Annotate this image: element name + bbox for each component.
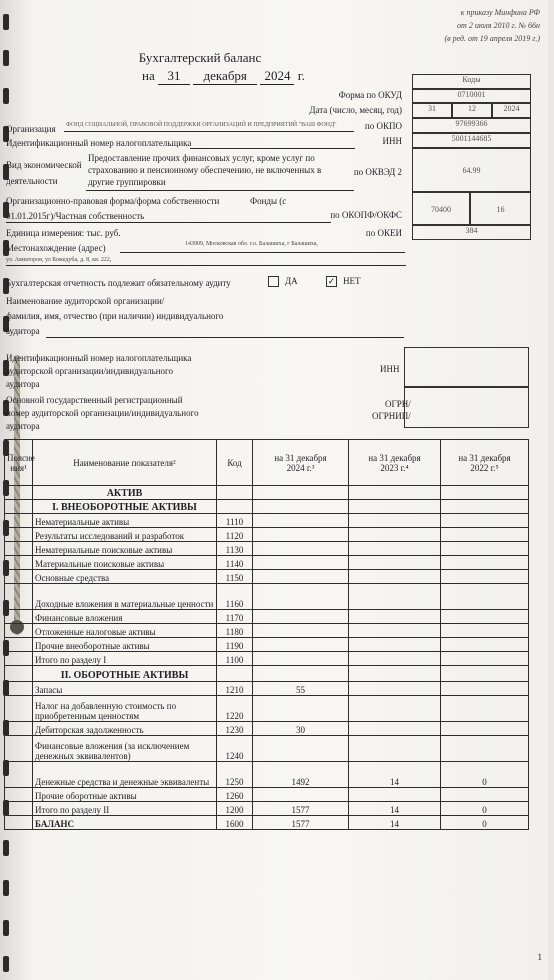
row-name: Нематериальные активы bbox=[33, 514, 217, 528]
row-code: 1180 bbox=[217, 624, 253, 638]
date-label: Дата (число, месяц, год) bbox=[309, 105, 402, 115]
date-month-code: 12 bbox=[452, 103, 492, 118]
value-2024 bbox=[253, 556, 349, 570]
value-2022 bbox=[441, 736, 529, 762]
value-2023: 14 bbox=[349, 816, 441, 830]
date-year-code: 2024 bbox=[492, 103, 531, 118]
value-2022 bbox=[441, 542, 529, 556]
value-2022 bbox=[441, 696, 529, 722]
okfs-value: 16 bbox=[470, 192, 531, 225]
value-2024: 1577 bbox=[253, 816, 349, 830]
audit-no-option[interactable] bbox=[326, 276, 361, 287]
assets-title-row bbox=[5, 486, 529, 500]
row-code: 1600 bbox=[217, 816, 253, 830]
value-2024: 55 bbox=[253, 682, 349, 696]
row-name: Итого по разделу I bbox=[33, 652, 217, 666]
table-row bbox=[5, 542, 529, 556]
okei-label: по ОКЕИ bbox=[365, 228, 402, 238]
auditor-ogrn-box[interactable] bbox=[404, 387, 529, 428]
note-cell bbox=[5, 624, 33, 638]
activity-value-line3: другие группировки bbox=[88, 177, 166, 187]
row-name: Запасы bbox=[33, 682, 217, 696]
table-row bbox=[5, 722, 529, 736]
value-2022 bbox=[441, 514, 529, 528]
value-2023 bbox=[349, 682, 441, 696]
auditor-inn-label-3: аудитора bbox=[6, 379, 40, 389]
note-cell bbox=[5, 652, 33, 666]
address-value-1: 143909, Московская обл. г.о. Балашиха, г Балашиха, bbox=[185, 241, 318, 247]
codes-header: Коды bbox=[412, 74, 531, 89]
value-2023 bbox=[349, 528, 441, 542]
value-2022 bbox=[441, 556, 529, 570]
note-cell bbox=[5, 514, 33, 528]
row-name: Финансовые вложения (за исключением денежных эквивалентов) bbox=[33, 736, 217, 762]
inn-label: ИНН bbox=[382, 136, 402, 146]
value-2023 bbox=[349, 610, 441, 624]
value-2024 bbox=[253, 610, 349, 624]
table-header-row bbox=[5, 440, 529, 486]
table-row bbox=[5, 762, 529, 788]
value-2024 bbox=[253, 736, 349, 762]
audit-yes-label: ДА bbox=[285, 276, 298, 286]
row-code: 1200 bbox=[217, 802, 253, 816]
inn-value: 5001144685 bbox=[412, 133, 531, 148]
table-row bbox=[5, 556, 529, 570]
value-2022 bbox=[441, 652, 529, 666]
col-2023-header-1: на 31 декабря bbox=[368, 452, 421, 463]
okud-value: 0710001 bbox=[412, 89, 531, 103]
section2-title: II. ОБОРОТНЫЕ АКТИВЫ bbox=[33, 666, 217, 682]
value-2024 bbox=[253, 652, 349, 666]
row-code: 1250 bbox=[217, 762, 253, 788]
row-name: Доходные вложения в материальные ценности bbox=[33, 584, 217, 610]
value-2022: 0 bbox=[441, 802, 529, 816]
row-name: Основные средства bbox=[33, 570, 217, 584]
date-day: 31 bbox=[158, 68, 190, 85]
note-cell bbox=[5, 722, 33, 736]
row-name: Налог на добавленную стоимость по приобретенным ценностям bbox=[33, 696, 217, 722]
okei-value: 384 bbox=[412, 225, 531, 240]
note-cell bbox=[5, 696, 33, 722]
note-cell bbox=[5, 584, 33, 610]
section1-title: I. ВНЕОБОРОТНЫЕ АКТИВЫ bbox=[33, 500, 217, 514]
date-year: 2024 bbox=[260, 68, 294, 85]
value-2022: 0 bbox=[441, 762, 529, 788]
value-2022 bbox=[441, 722, 529, 736]
value-2024: 1492 bbox=[253, 762, 349, 788]
audit-question: Бухгалтерская отчетность подлежит обязательному аудиту bbox=[6, 278, 231, 288]
audit-no-checkbox[interactable]: ✓ bbox=[327, 276, 336, 287]
value-2023 bbox=[349, 652, 441, 666]
auditor-ogrn-label-1: Основной государственный регистрационный bbox=[6, 395, 183, 405]
note-cell bbox=[5, 816, 33, 830]
org-label: Организация bbox=[6, 124, 56, 134]
auditor-ogrn-short-1: ОГРН/ bbox=[385, 399, 411, 409]
auditor-inn-short: ИНН bbox=[380, 364, 400, 374]
activity-label-2: деятельности bbox=[6, 176, 58, 186]
date-day-code: 31 bbox=[412, 103, 452, 118]
table-row bbox=[5, 682, 529, 696]
document-title: Бухгалтерский баланс bbox=[138, 50, 262, 65]
note-cell bbox=[5, 570, 33, 584]
legal-form-label-1: Организационно-правовая форма/форма собственности bbox=[6, 196, 220, 206]
row-name: Материальные поисковые активы bbox=[33, 556, 217, 570]
row-code: 1130 bbox=[217, 542, 253, 556]
okud-label: Форма по ОКУД bbox=[338, 90, 402, 100]
note-cell bbox=[5, 736, 33, 762]
address-value-2: ул. Авиаторов, ул Кожедуба, д. 8, кв. 222, bbox=[6, 257, 112, 263]
auditor-ogrn-label-3: аудитора bbox=[6, 421, 40, 431]
date-prefix: на bbox=[142, 68, 155, 83]
auditor-name-label-1: Наименование аудиторской организации/ bbox=[6, 296, 165, 306]
row-name: Отложенные налоговые активы bbox=[33, 624, 217, 638]
auditor-name-label-2: фамилия, имя, отчество (при наличии) индивидуального bbox=[6, 311, 224, 321]
value-2023 bbox=[349, 624, 441, 638]
value-2022 bbox=[441, 638, 529, 652]
table-row bbox=[5, 696, 529, 722]
table-row bbox=[5, 802, 529, 816]
note-cell bbox=[5, 610, 33, 624]
table-row bbox=[5, 584, 529, 610]
address-label: Местонахождение (адрес) bbox=[6, 243, 106, 253]
unit-label: Единица измерения: тыс. руб. bbox=[6, 228, 121, 238]
value-2023 bbox=[349, 696, 441, 722]
row-code: 1260 bbox=[217, 788, 253, 802]
value-2024: 30 bbox=[253, 722, 349, 736]
value-2023: 14 bbox=[349, 762, 441, 788]
auditor-inn-label-2: аудиторской организации/индивидуального bbox=[6, 366, 173, 376]
audit-yes-checkbox[interactable] bbox=[268, 276, 279, 287]
value-2024 bbox=[253, 584, 349, 610]
row-code: 1170 bbox=[217, 610, 253, 624]
value-2022 bbox=[441, 624, 529, 638]
okpo-label: по ОКПО bbox=[364, 121, 402, 131]
value-2023 bbox=[349, 556, 441, 570]
value-2023 bbox=[349, 788, 441, 802]
okved-value: 64.99 bbox=[412, 148, 531, 192]
value-2024 bbox=[253, 788, 349, 802]
value-2022 bbox=[441, 682, 529, 696]
report-date-line bbox=[142, 68, 305, 85]
balance-table bbox=[4, 439, 529, 830]
value-2024 bbox=[253, 638, 349, 652]
col-2022-header-2: 2022 г.⁵ bbox=[470, 462, 499, 473]
table-row bbox=[5, 624, 529, 638]
okopf-label: по ОКОПФ/ОКФС bbox=[330, 210, 402, 220]
col-2024-header-2: 2024 г.³ bbox=[286, 462, 315, 473]
note-cell bbox=[5, 802, 33, 816]
org-name: ФОНД СОЦИАЛЬНОЙ, ПРАВОВОЙ ПОДДЕРЖКИ ОРГАНИЗАЦИЙ И ПРЕДПРИЯТИЙ "ВАШ ФОНД" bbox=[66, 122, 337, 128]
value-2024 bbox=[253, 514, 349, 528]
value-2024: 1577 bbox=[253, 802, 349, 816]
col-note-header-2: ния¹ bbox=[10, 462, 27, 473]
value-2024 bbox=[253, 696, 349, 722]
row-code: 1190 bbox=[217, 638, 253, 652]
okved-label: по ОКВЭД 2 bbox=[353, 167, 402, 177]
table-row bbox=[5, 652, 529, 666]
row-code: 1160 bbox=[217, 584, 253, 610]
activity-value-line1: Предоставление прочих финансовых услуг, кроме услуг по bbox=[88, 153, 315, 163]
value-2022 bbox=[441, 584, 529, 610]
page-number: 1 bbox=[537, 952, 542, 962]
row-code: 1110 bbox=[217, 514, 253, 528]
row-code: 1230 bbox=[217, 722, 253, 736]
auditor-ogrn-label bbox=[6, 394, 199, 433]
row-name: Итого по разделу II bbox=[33, 802, 217, 816]
audit-yes-option[interactable] bbox=[268, 276, 298, 287]
value-2024 bbox=[253, 528, 349, 542]
col-2024-header bbox=[253, 440, 349, 486]
row-code: 1220 bbox=[217, 696, 253, 722]
value-2022 bbox=[441, 788, 529, 802]
row-name: Нематериальные поисковые активы bbox=[33, 542, 217, 556]
inn-line-label: Идентификационный номер налогоплательщика bbox=[6, 138, 192, 148]
date-suffix: г. bbox=[297, 68, 305, 83]
col-2022-header-1: на 31 декабря bbox=[458, 452, 511, 463]
note-cell bbox=[5, 528, 33, 542]
value-2023 bbox=[349, 722, 441, 736]
value-2023 bbox=[349, 514, 441, 528]
row-code: 1140 bbox=[217, 556, 253, 570]
row-name: Дебиторская задолженность bbox=[33, 722, 217, 736]
table-row bbox=[5, 788, 529, 802]
value-2023: 14 bbox=[349, 802, 441, 816]
auditor-inn-label bbox=[6, 352, 191, 391]
regulation-note-line3: (в ред. от 19 апреля 2019 г.) bbox=[444, 34, 540, 43]
auditor-ogrn-short-2: ОГРНИП/ bbox=[372, 411, 411, 421]
auditor-inn-box[interactable] bbox=[404, 347, 529, 387]
assets-title: АКТИВ bbox=[33, 486, 217, 500]
section1-title-row bbox=[5, 500, 529, 514]
value-2023 bbox=[349, 736, 441, 762]
auditor-name-label-3: аудитора bbox=[6, 326, 40, 336]
auditor-inn-label-1: Идентификационный номер налогоплательщика bbox=[6, 353, 192, 363]
value-2024 bbox=[253, 570, 349, 584]
activity-value bbox=[88, 152, 321, 188]
col-name-header: Наименование показателя² bbox=[33, 440, 217, 486]
value-2022 bbox=[441, 528, 529, 542]
value-2023 bbox=[349, 570, 441, 584]
col-2023-header-2: 2023 г.⁴ bbox=[380, 462, 409, 473]
row-code: 1150 bbox=[217, 570, 253, 584]
col-note-header-1: Поясне bbox=[7, 452, 35, 463]
row-name: БАЛАНС bbox=[33, 816, 217, 830]
col-2024-header-1: на 31 декабря bbox=[274, 452, 327, 463]
value-2023 bbox=[349, 584, 441, 610]
note-cell bbox=[5, 556, 33, 570]
note-cell bbox=[5, 542, 33, 556]
table-row bbox=[5, 638, 529, 652]
row-code: 1120 bbox=[217, 528, 253, 542]
activity-value-line2: страхованию и пенсионному обеспечению, не включенных в bbox=[88, 165, 322, 175]
table-row bbox=[5, 816, 529, 830]
row-name: Результаты исследований и разработок bbox=[33, 528, 217, 542]
legal-form-label-2: 01.01.2015г)/Частная собственность bbox=[6, 211, 145, 221]
note-cell bbox=[5, 762, 33, 788]
row-name: Денежные средства и денежные эквиваленты bbox=[33, 762, 217, 788]
table-row bbox=[5, 514, 529, 528]
table-row bbox=[5, 736, 529, 762]
regulation-note-line2: от 2 июля 2010 г. № 66н bbox=[457, 21, 540, 30]
value-2023 bbox=[349, 542, 441, 556]
col-2023-header bbox=[349, 440, 441, 486]
col-code-header: Код bbox=[217, 440, 253, 486]
row-code: 1100 bbox=[217, 652, 253, 666]
table-row bbox=[5, 528, 529, 542]
auditor-ogrn-label-2: номер аудиторской организации/индивидуального bbox=[6, 408, 199, 418]
regulation-note bbox=[444, 6, 540, 45]
row-name: Финансовые вложения bbox=[33, 610, 217, 624]
value-2024 bbox=[253, 542, 349, 556]
auditor-name-label bbox=[6, 294, 223, 339]
note-cell bbox=[5, 638, 33, 652]
date-month: декабря bbox=[193, 68, 257, 85]
legal-form-value: Фонды (с bbox=[250, 196, 287, 206]
okpo-value: 97699366 bbox=[412, 118, 531, 133]
section2-title-row bbox=[5, 666, 529, 682]
note-cell bbox=[5, 788, 33, 802]
value-2022: 0 bbox=[441, 816, 529, 830]
regulation-note-line1: к приказу Минфина РФ bbox=[460, 8, 540, 17]
table-row bbox=[5, 610, 529, 624]
okopf-value: 70400 bbox=[412, 192, 470, 225]
note-cell bbox=[5, 682, 33, 696]
audit-no-label: НЕТ bbox=[343, 276, 361, 286]
value-2023 bbox=[349, 638, 441, 652]
value-2022 bbox=[441, 570, 529, 584]
activity-label-1: Вид экономической bbox=[6, 160, 82, 170]
col-note-header bbox=[5, 440, 33, 486]
value-2024 bbox=[253, 624, 349, 638]
row-name: Прочие оборотные активы bbox=[33, 788, 217, 802]
value-2022 bbox=[441, 610, 529, 624]
table-row bbox=[5, 570, 529, 584]
row-code: 1210 bbox=[217, 682, 253, 696]
row-code: 1240 bbox=[217, 736, 253, 762]
row-name: Прочие внеоборотные активы bbox=[33, 638, 217, 652]
col-2022-header bbox=[441, 440, 529, 486]
